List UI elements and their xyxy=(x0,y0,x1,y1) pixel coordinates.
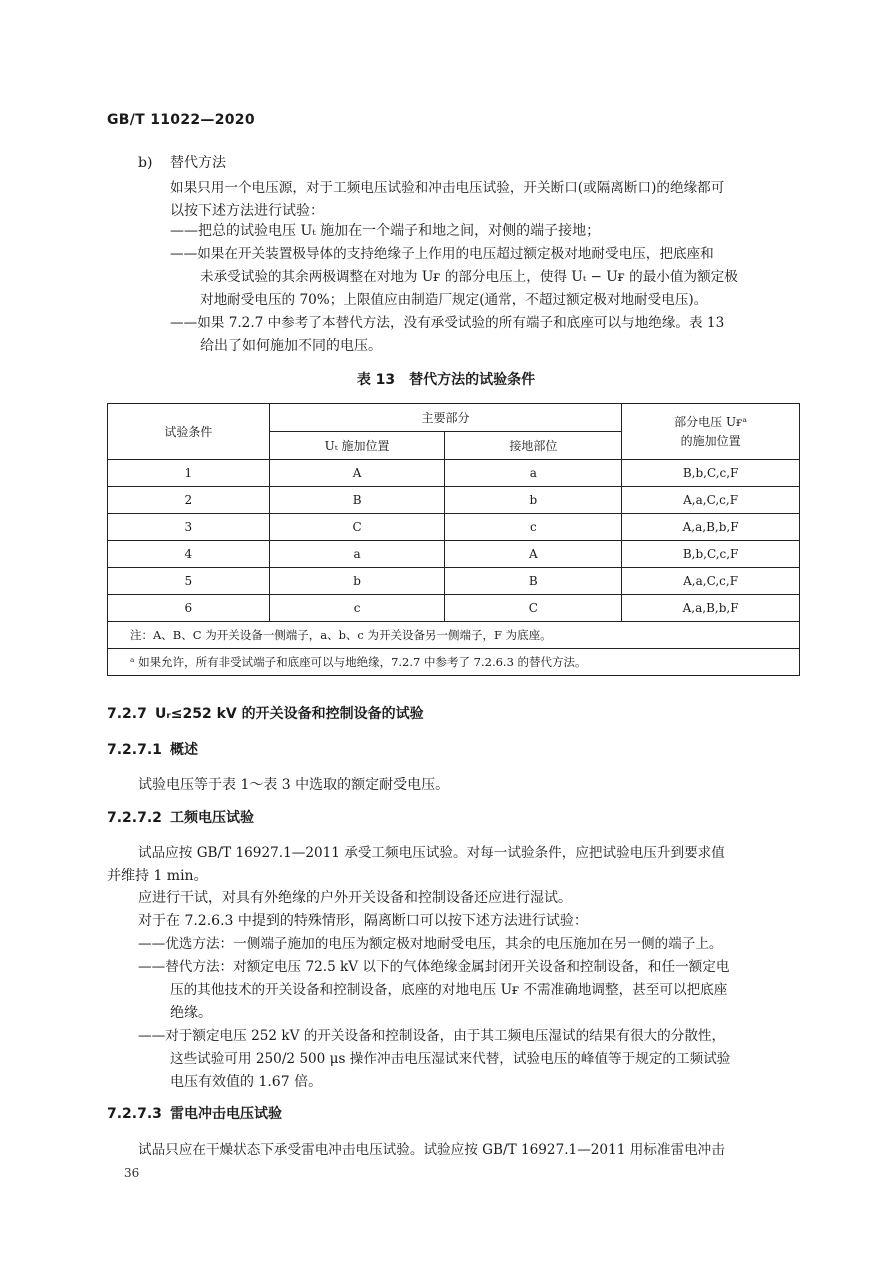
section-number: 7.2.7.2 xyxy=(107,810,162,826)
cell-condition: 6 xyxy=(108,595,270,622)
cell-uf: A,a,C,c,F xyxy=(622,568,800,595)
paragraph-line: 试品应按 GB/T 16927.1—2011 承受工频电压试验。对每一试验条件，应把试验电压升到要求值 xyxy=(138,845,725,861)
paragraph-line: 试品只应在干燥状态下承受雷电冲击电压试验。试验应按 GB/T 16927.1—2011 用标准雷电冲击 xyxy=(138,1142,725,1158)
paragraph-line: 对于在 7.2.6.3 中提到的特殊情形，隔离断口可以按下述方法进行试验： xyxy=(138,913,588,929)
cell-ground: b xyxy=(445,487,622,514)
section-title: Uᵣ≤252 kV 的开关设备和控制设备的试验 xyxy=(155,706,424,722)
dash-item: ——把总的试验电压 Uₜ 施加在一个端子和地之间，对侧的端子接地； xyxy=(170,223,601,239)
table-row xyxy=(108,460,800,487)
header-ut-position: Uₜ 施加位置 xyxy=(269,432,445,460)
table-footnote-row xyxy=(108,649,800,676)
table-row xyxy=(108,514,800,541)
header-test-condition: 试验条件 xyxy=(108,404,270,460)
cell-condition: 3 xyxy=(108,514,270,541)
header-partial-voltage-line1: 部分电压 Uғᵃ xyxy=(674,414,748,429)
dash-item-cont: 绝缘。 xyxy=(170,1005,212,1021)
page-number: 36 xyxy=(124,1166,140,1180)
cell-condition: 1 xyxy=(108,460,270,487)
table-note-row xyxy=(108,622,800,649)
section-number: 7.2.7.1 xyxy=(107,742,162,758)
header-main-part: 主要部分 xyxy=(269,404,621,432)
section-title: 概述 xyxy=(170,742,198,758)
table-row xyxy=(108,541,800,568)
cell-ut: C xyxy=(269,514,445,541)
cell-ground: B xyxy=(445,568,622,595)
dash-item: ——优选方法：一侧端子施加的电压为额定极对地耐受电压，其余的电压施加在另一侧的端子上。 xyxy=(138,936,723,952)
cell-uf: A,a,B,b,F xyxy=(622,595,800,622)
table-footnote: ᵃ 如果允许，所有非受试端子和底座可以与地绝缘，7.2.7 中参考了 7.2.6.3 的替代方法。 xyxy=(108,649,800,676)
dash-item: ——如果 7.2.7 中参考了本替代方法，没有承受试验的所有端子和底座可以与地绝缘。表 13 xyxy=(170,315,725,331)
cell-ground: A xyxy=(445,541,622,568)
dash-item: ——对于额定电压 252 kV 的开关设备和控制设备，由于其工频电压湿试的结果有很大的分散性， xyxy=(138,1028,726,1044)
paragraph-line: 以按下述方法进行试验： xyxy=(170,203,324,219)
paragraph-line: 试验电压等于表 1～表 3 中选取的额定耐受电压。 xyxy=(138,777,450,793)
section-number: 7.2.7.3 xyxy=(107,1106,162,1122)
cell-condition: 4 xyxy=(108,541,270,568)
paragraph-line: 并维持 1 min。 xyxy=(107,868,208,884)
dash-item-cont: 电压有效值的 1.67 倍。 xyxy=(170,1074,323,1090)
cell-uf: A,a,C,c,F xyxy=(622,487,800,514)
section-number: 7.2.7 xyxy=(107,706,147,722)
cell-ut: A xyxy=(269,460,445,487)
section-b-title: 替代方法 xyxy=(170,155,226,171)
header-partial-voltage-line2: 的施加位置 xyxy=(680,433,741,448)
cell-uf: B,b,C,c,F xyxy=(622,541,800,568)
dash-item-cont: 对地耐受电压的 70%；上限值应由制造厂规定(通常，不超过额定极对地耐受电压)。 xyxy=(200,292,708,308)
section-title: 雷电冲击电压试验 xyxy=(170,1106,282,1122)
cell-condition: 2 xyxy=(108,487,270,514)
dash-item: ——如果在开关装置极导体的支持绝缘子上作用的电压超过额定极对地耐受电压，把底座和 xyxy=(170,246,714,262)
dash-item-cont: 这些试验可用 250/2 500 μs 操作冲击电压湿试来代替，试验电压的峰值等于规定的工频试验 xyxy=(170,1051,731,1067)
table-row xyxy=(108,568,800,595)
dash-item-cont: 未承受试验的其余两极调整在对地为 Uғ 的部分电压上，使得 Uₜ − Uғ 的最小值为额定极 xyxy=(200,269,738,285)
cell-ut: c xyxy=(269,595,445,622)
standard-header: GB/T 11022—2020 xyxy=(107,112,255,128)
cell-uf: A,a,B,b,F xyxy=(622,514,800,541)
cell-condition: 5 xyxy=(108,568,270,595)
section-title: 工频电压试验 xyxy=(170,810,254,826)
cell-ut: b xyxy=(269,568,445,595)
cell-ut: a xyxy=(269,541,445,568)
test-conditions-table xyxy=(107,403,800,676)
cell-ground: a xyxy=(445,460,622,487)
cell-ground: c xyxy=(445,514,622,541)
dash-item-cont: 给出了如何施加不同的电压。 xyxy=(200,338,382,354)
table-note: 注：A、B、C 为开关设备一侧端子，a、b、c 为开关设备另一侧端子，F 为底座。 xyxy=(108,622,800,649)
table-title: 表 13 替代方法的试验条件 xyxy=(356,372,536,388)
dash-item-cont: 压的其他技术的开关设备和控制设备，底座的对地电压 Uғ 不需准确地调整，甚至可以把底座 xyxy=(170,982,728,998)
dash-item: ——替代方法：对额定电压 72.5 kV 以下的气体绝缘金属封闭开关设备和控制设备，和任一额定电 xyxy=(138,959,730,975)
table-row xyxy=(108,595,800,622)
cell-uf: B,b,C,c,F xyxy=(622,460,800,487)
table-row xyxy=(108,487,800,514)
header-partial-voltage xyxy=(622,404,800,460)
paragraph-line: 应进行干试，对具有外绝缘的户外开关设备和控制设备还应进行湿试。 xyxy=(138,890,572,906)
paragraph-line: 如果只用一个电压源，对于工频电压试验和冲击电压试验，开关断口(或隔离断口)的绝缘都可 xyxy=(170,180,725,196)
cell-ut: B xyxy=(269,487,445,514)
cell-ground: C xyxy=(445,595,622,622)
item-label-b: b) xyxy=(138,155,153,171)
header-ground-position: 接地部位 xyxy=(445,432,622,460)
